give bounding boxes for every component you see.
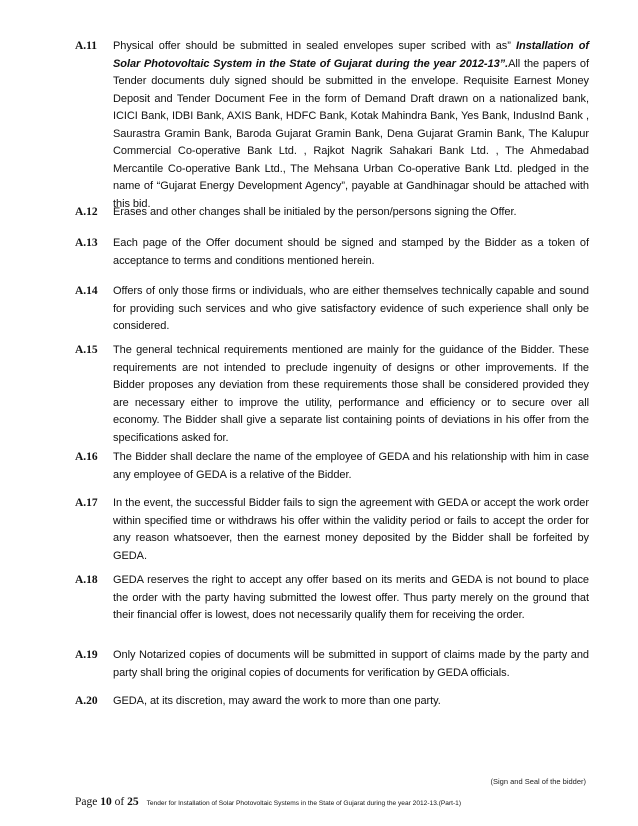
clause-text: Each page of the Offer document should be signed and stamped by the Bidder as a token of acceptance to terms and conditions mentioned herein. [113, 237, 589, 267]
page-total: 25 [127, 796, 139, 808]
clause-a18 [75, 572, 589, 625]
clause-a17 [75, 495, 589, 565]
clause-text-body: All the papers of Tender documents duly signed should be submitted in the envelope. Requisite Earnest Money Deposit and Tender Document Fee in the form of Demand Draft drawn on a nationalized bank, ICICI Bank, IDBI Bank, AXIS Bank, HDFC Bank, Kotak Mahindra Bank, Yes Bank, IndusInd Bank , Saurastra Gramin Bank, Baroda Gujarat Gramin Bank, Dena Gujarat Gramin Bank, The Kalupur Commercial Co-operative Bank Ltd. , Rajkot Nagrik Sahakari Bank Ltd. , The Ahmedabad Mercantile Co-operative Bank Ltd., The Mehsana Urban Co-operative Bank Ltd. pledged in the name of “Gujarat Energy Development Agency”, payable at Gandhinagar should be attached with this bid. [113, 57, 589, 210]
clause-a20 [75, 693, 589, 711]
of-word: of [114, 796, 125, 808]
clause-number: A.19 [75, 649, 98, 661]
page-footer [75, 796, 595, 808]
page-number: 10 [100, 796, 112, 808]
clause-number: A.15 [75, 344, 98, 356]
clause-a12 [75, 204, 589, 222]
clause-number: A.16 [75, 451, 98, 463]
clause-a14 [75, 283, 589, 336]
clause-text: The general technical requirements mentioned are mainly for the guidance of the Bidder. These requirements are not intended to preclude ingenuity of designs or other improvements. If the Bidder proposes any deviation from these requirements those shall be considered provided they are necessary either to improve the utility, performance and efficiency or to secure over all economy. The Bidder shall give a separate list containing points of deviations in his offer from the specifications asked for. [113, 344, 589, 444]
clause-number: A.13 [75, 237, 98, 249]
signature-note: (Sign and Seal of the bidder) [490, 777, 586, 786]
clause-number: A.12 [75, 206, 98, 218]
clause-text: Only Notarized copies of documents will be submitted in support of claims made by the party and party shall bring the original copies of documents for verification by GEDA officials. [113, 649, 589, 679]
clause-a16 [75, 449, 589, 484]
clause-text: Offers of only those firms or individuals, who are either themselves technically capable and sound for providing such services and who give satisfactory evidence of such experience shall only be considered. [113, 285, 589, 332]
clause-text [113, 38, 589, 213]
clause-text-project-title: Installation of Solar Photovoltaic System in the State of Gujarat during the year 2012-13”. [113, 40, 589, 70]
clause-number: A.17 [75, 497, 98, 509]
clause-text: Erases and other changes shall be initialed by the person/persons signing the Offer. [113, 206, 517, 218]
clause-number: A.14 [75, 285, 98, 297]
clause-number: A.20 [75, 695, 98, 707]
clause-a19 [75, 647, 589, 682]
clause-number: A.18 [75, 574, 98, 586]
page-word: Page [75, 796, 98, 808]
clause-number: A.11 [75, 40, 98, 52]
clause-text: GEDA, at its discretion, may award the work to more than one party. [113, 695, 441, 707]
footer-title: Tender for Installation of Solar Photovoltaic Systems in the State of Gujarat during the year 2012-13.(Part-1) [146, 800, 462, 807]
clause-text-intro: Physical offer should be submitted in sealed envelopes super scribed with as” [113, 40, 517, 52]
clause-text: In the event, the successful Bidder fails to sign the agreement with GEDA or accept the work order within specified time or withdraws his offer within the validity period or fails to accept the order for any reason whatsoever, then the earnest money deposited by the Bidder shall be forfeited by GEDA. [113, 497, 589, 562]
clause-a15 [75, 342, 589, 447]
page-indicator [75, 796, 139, 808]
clause-text: The Bidder shall declare the name of the employee of GEDA and his relationship with him in case any employee of GEDA is a relative of the Bidder. [113, 451, 589, 481]
clause-a13 [75, 235, 589, 270]
clause-a11 [75, 38, 589, 213]
clause-text: GEDA reserves the right to accept any offer based on its merits and GEDA is not bound to place the order with the party having submitted the lowest offer. Thus party merely on the ground that their financial offer is lowest, does not necessarily qualify them for receiving the order. [113, 574, 589, 621]
